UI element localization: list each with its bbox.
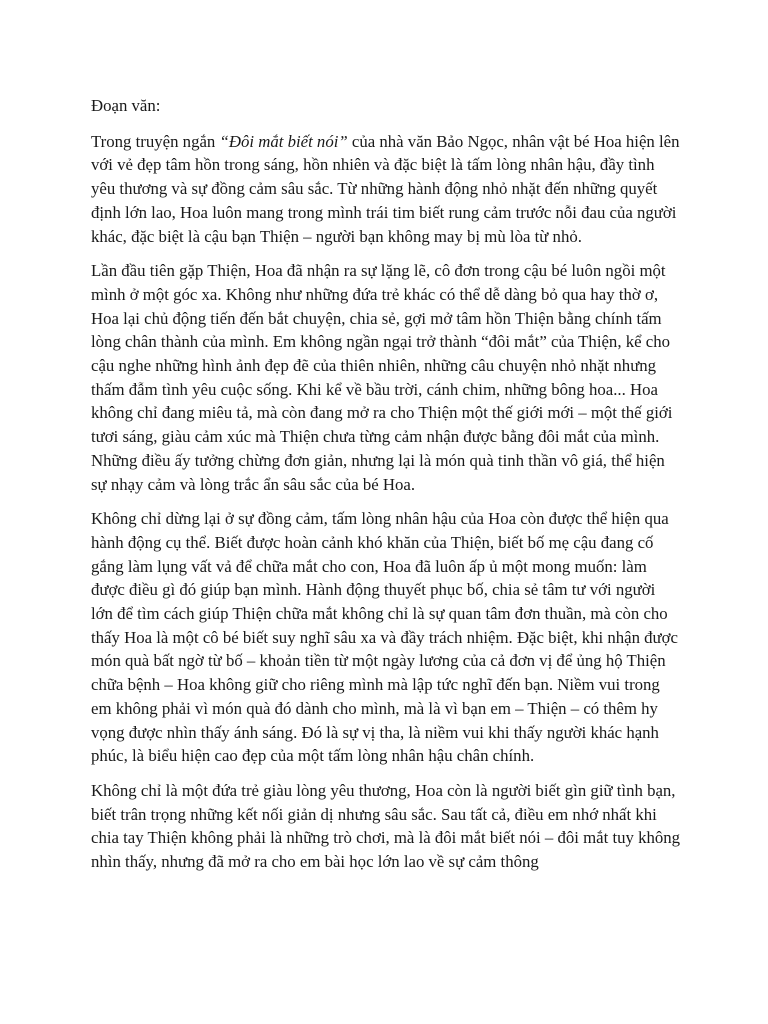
paragraph-4: Không chỉ là một đứa trẻ giàu lòng yêu thương, Hoa còn là người biết gìn giữ tình bạn, biết trân trọng những kết nối giản dị nhưng sâu sắc. Sau tất cả, điều em nhớ nhất khi chia tay Thiện không phải là những trò chơi, mà là đôi mắt biết nói – đôi mắt tuy không nhìn thấy, nhưng đã mở ra cho em bài học lớn lao về sự cảm thông: [91, 780, 681, 872]
paragraph-2: Lần đầu tiên gặp Thiện, Hoa đã nhận ra sự lặng lẽ, cô đơn trong cậu bé luôn ngồi một mình ở một góc xa. Không như những đứa trẻ khác có thể dễ dàng bỏ qua hay thờ ơ, Hoa lại chủ động tiến đến bắt chuyện, chia sẻ, gợi mở tâm hồn Thiện bằng chính tấm lòng chân thành của mình. Em không ngần ngại trở thành “đôi mắt” của Thiện, kể cho cậu nghe những hình ảnh đẹp đẽ của thiên nhiên, những câu chuyện nhỏ nhặt nhưng thấm đẫm tình yêu cuộc sống. Khi kể về bầu trời, cánh chim, những bông hoa... Hoa không chỉ đang miêu tả, mà còn đang mở ra cho Thiện một thế giới mới – một thế giới tươi sáng, giàu cảm xúc mà Thiện chưa từng cảm nhận được bằng đôi mắt của mình. Những điều ấy tưởng chừng đơn giản, nhưng lại là món quà tinh thần vô giá, thể hiện sự nhạy cảm và lòng trắc ẩn sâu sắc của bé Hoa.: [91, 261, 673, 494]
story-title: “Đôi mắt biết nói”: [219, 131, 348, 151]
paragraph-1-body: của nhà văn Bảo Ngọc, nhân vật bé Hoa hiện lên với vẻ đẹp tâm hồn trong sáng, hồn nhiên và đặc biệt là tấm lòng nhân hậu, đầy tình yêu thương và sự đồng cảm sâu sắc. Từ những hành động nhỏ nhặt đến những quyết định lớn lao, Hoa luôn mang trong mình trái tim biết rung cảm trước nỗi đau của người khác, đặc biệt là cậu bạn Thiện – người bạn không may bị mù lòa từ nhỏ.: [91, 131, 680, 246]
document-page: [91, 94, 681, 885]
paragraph-1: [91, 130, 681, 249]
paragraph-1-intro: Trong truyện ngắn: [91, 131, 220, 151]
section-label: Đoạn văn:: [91, 96, 161, 115]
paragraph-3: Không chỉ dừng lại ở sự đồng cảm, tấm lòng nhân hậu của Hoa còn được thể hiện qua hành động cụ thể. Biết được hoàn cảnh khó khăn của Thiện, biết bố mẹ cậu đang cố gắng làm lụng vất vả để chữa mắt cho con, Hoa đã luôn ấp ủ một mong muốn: làm được điều gì đó giúp bạn mình. Hành động thuyết phục bố, chia sẻ tâm tư với người lớn để tìm cách giúp Thiện chữa mắt không chỉ là sự quan tâm đơn thuần, mà còn cho thấy Hoa là một cô bé biết suy nghĩ sâu xa và đầy trách nhiệm. Đặc biệt, khi nhận được món quà bất ngờ từ bố – khoản tiền từ một ngày lương của cả đơn vị để ủng hộ Thiện chữa bệnh – Hoa không giữ cho riêng mình mà lập tức nghĩ đến bạn. Niềm vui trong em không phải vì món quà đó dành cho mình, mà là vì bạn em – Thiện – có thêm hy vọng được nhìn thấy ánh sáng. Đó là sự vị tha, là niềm vui khi thấy người khác hạnh phúc, là biểu hiện cao đẹp của một tấm lòng nhân hậu chân chính.: [91, 509, 678, 766]
